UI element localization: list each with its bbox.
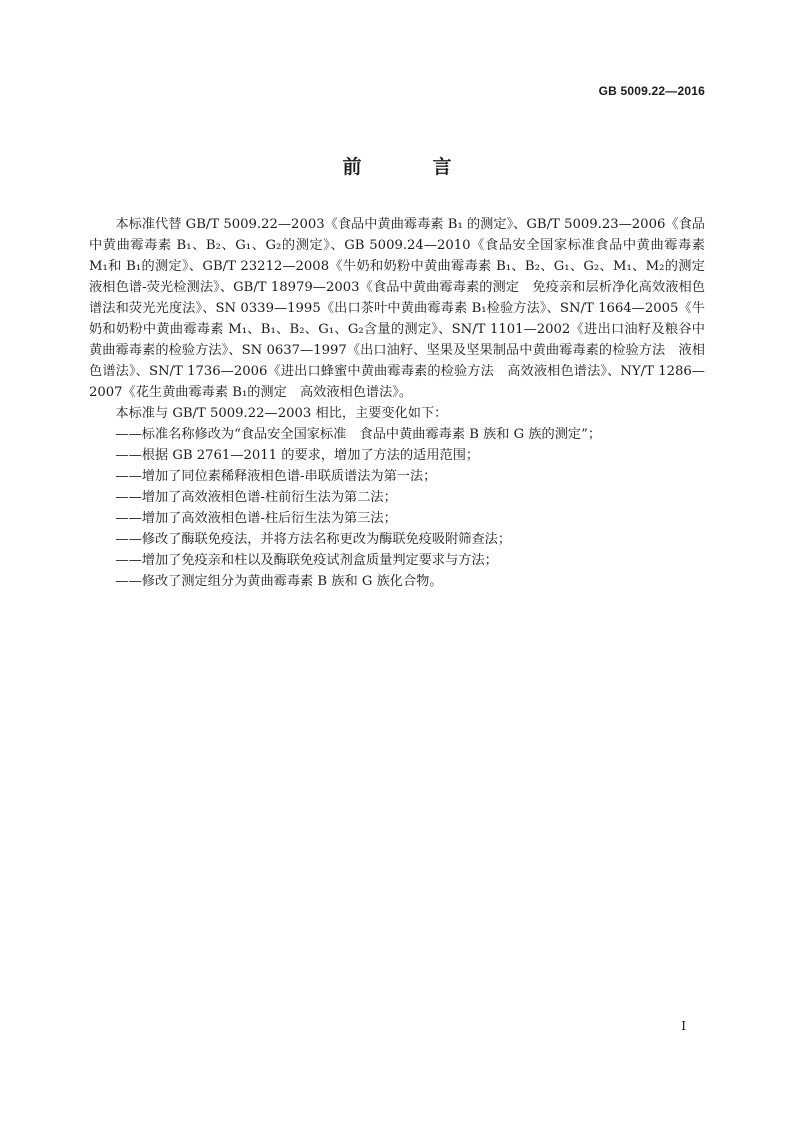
list-item: ——增加了免疫亲和柱以及酶联免疫试剂盒质量判定要求与方法； — [115, 553, 498, 568]
list-item: ——标准名称修改为“食品安全国家标准 食品中黄曲霉毒素 B 族和 G 族的测定”； — [115, 427, 602, 442]
list-item: ——根据 GB 2761—2011 的要求，增加了方法的适用范围； — [115, 448, 480, 463]
changes-list — [89, 424, 705, 592]
replacement-paragraph: 本标准代替 GB/T 5009.22—2003《食品中黄曲霉毒素 B₁ 的测定》、GB/T 5009.23—2006《食品中黄曲霉毒素 B₁、B₂、G₁、G₂的测定》、GB 5009.24—2010《食品安全国家标准食品中黄曲霉毒素 M₁和 B₁的测定》、GB/T 23212—2008《牛奶和奶粉中黄曲霉毒素 B₁、B₂、G₁、G₂、M₁、M₂的测定 液相色谱-荧光检测法》、GB/T 18979—2003《食品中黄曲霉毒素的测定 免疫亲和层析净化高效液相色谱法和荧光光度法》、SN 0339—1995《出口茶叶中黄曲霉毒素 B₁检验方法》、SN/T 1664—2005《牛奶和奶粉中黄曲霉毒素 M₁、B₁、B₂、G₁、G₂含量的测定》、SN/T 1101—2002《进出口油籽及粮谷中黄曲霉毒素的检验方法》、SN 0637—1997《出口油籽、坚果及坚果制品中黄曲霉毒素的检验方法 液相色谱法》、SN/T 1736—2006《进出口蜂蜜中黄曲霉毒素的检验方法 高效液相色谱法》、NY/T 1286—2007《花生黄曲霉毒素 B₁的测定 高效液相色谱法》。 — [89, 217, 719, 400]
list-item: ——修改了测定组分为黄曲霉毒素 B 族和 G 族化合物。 — [115, 574, 443, 589]
list-item: ——增加了高效液相色谱-柱前衍生法为第二法； — [115, 490, 397, 505]
document-code: GB 5009.22—2016 — [598, 84, 705, 98]
list-item: ——修改了酶联免疫法，并将方法名称更改为酶联免疫吸附筛查法； — [115, 532, 512, 547]
page-number: I — [681, 1019, 686, 1033]
list-item: ——增加了同位素稀释液相色谱-串联质谱法为第一法； — [115, 469, 437, 484]
preface-body — [89, 214, 719, 592]
list-item: ——增加了高效液相色谱-柱后衍生法为第三法； — [115, 511, 397, 526]
changes-intro-paragraph: 本标准与 GB/T 5009.22—2003 相比，主要变化如下： — [115, 406, 448, 421]
page-title: 前 言 — [342, 156, 478, 178]
